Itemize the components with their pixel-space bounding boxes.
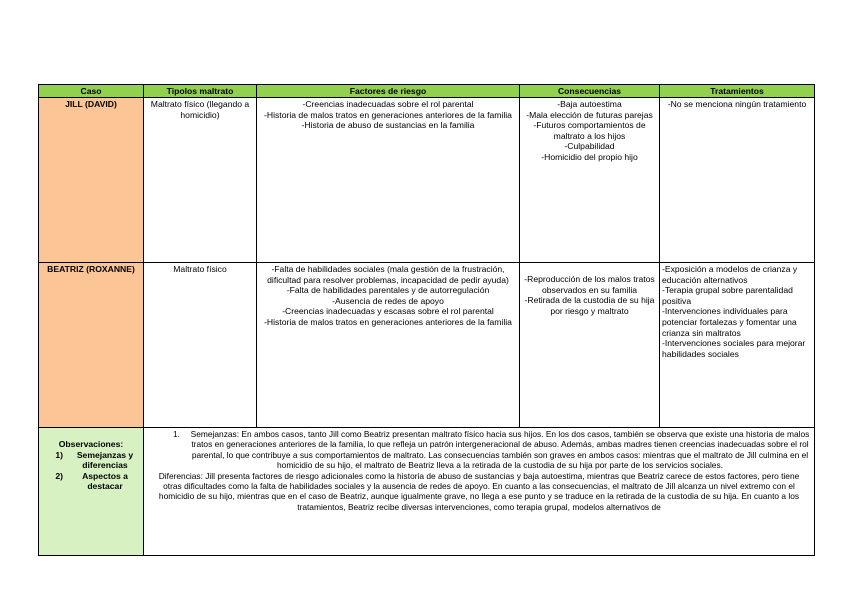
consecuencia-item: -Culpabilidad	[564, 141, 615, 152]
tipo-maltrato-beatriz: Maltrato físico	[144, 263, 257, 428]
header-row	[39, 85, 815, 98]
case-row-beatriz	[39, 263, 815, 428]
factor-item: -Falta de habilidades sociales (mala gestión de la frustración, dificultad para resolver problemas, incapacidad de pedir ayuda)	[267, 264, 509, 285]
diferencias-paragraph: Diferencias: Jill presenta factores de riesgo adicionales como la historia de abuso de sustancias y baja autoestima, mientras que Beatriz carece de estos factores, pero tiene otras dificultades como la falta de habilidades sociales y la ausencia de redes de apoyo. En cuanto a las consecuencias, el maltrato de Jill alcanza un nivel extremo con el homicidio de su hijo, mientras que en el caso de Beatriz, aunque igualmente grave, no llega a ese punto y se traduce en la retirada de la custodia de su hija. En cuanto a los tratamientos, Beatriz recibe diversas intervenciones, como terapia grupal, modelos alternativos de	[158, 470, 800, 512]
consecuencia-item: -Retirada de la custodia de su hija por riesgo y maltrato	[524, 295, 655, 316]
header-caso: Caso	[39, 85, 144, 98]
observaciones-body	[144, 428, 815, 556]
factor-item: -Historia de malos tratos en generaciones anteriores de la familia	[264, 109, 512, 120]
tratamiento-item: -Exposición a modelos de crianza y educación alternativos	[662, 264, 798, 285]
tratamiento-item: -Terapia grupal sobre parentalidad positiva	[662, 285, 793, 306]
case-name-beatriz: BEATRIZ (ROXANNE)	[39, 263, 144, 428]
header-tratamientos: Tratamientos	[660, 85, 815, 98]
case-name-jill: JILL (DAVID)	[39, 98, 144, 263]
consecuencia-item: -Futuros comportamientos de maltrato a los hijos	[533, 120, 646, 141]
tratamiento-item: -No se menciona ningún tratamiento	[667, 99, 807, 109]
tipo-maltrato-jill: Maltrato físico (llegando a homicidio)	[144, 98, 257, 263]
header-factores-riesgo: Factores de riesgo	[257, 85, 520, 98]
consecuencia-item: -Homicidio del propio hijo	[541, 151, 638, 162]
list-text: Semejanzas y diferencias	[76, 449, 134, 471]
factor-item: -Creencias inadecuadas y escasas sobre el rol parental	[282, 306, 494, 317]
list-text: Aspectos a destacar	[82, 470, 128, 492]
semejanzas-text: Semejanzas: En ambos casos, tanto Jill como Beatriz presentan maltrato físico hacia sus hijos. En los dos casos, también se observa que existe una historia de malos tratos en generaciones anteriores de la familia, lo que refleja un patrón intergeneracional de abuso. Además, ambas madres tienen creencias inadecuadas sobre el rol parental, lo que contribuye a sus comportamientos de maltrato. Las consecuencias también son graves en ambos casos: mientras que el maltrato de Jill culmina en el homicidio de su hijo, el maltrato de Beatriz lleva a la retirada de la custodia de su hija por parte de los servicios sociales.	[190, 429, 810, 471]
observaciones-title: Observaciones:	[58, 439, 124, 449]
tratamientos-beatriz	[660, 263, 815, 428]
factor-item: -Ausencia de redes de apoyo	[332, 295, 444, 306]
semejanzas-paragraph	[146, 429, 812, 471]
tratamiento-item: -Intervenciones sociales para mejorar habilidades sociales	[662, 338, 806, 359]
factores-beatriz	[257, 263, 520, 428]
tratamientos-jill	[660, 98, 815, 263]
factor-item: -Historia de abuso de sustancias en la familia	[301, 120, 475, 131]
factor-item: -Creencias inadecuadas sobre el rol parental	[302, 99, 474, 109]
semejanzas-number: 1.	[173, 429, 180, 439]
observaciones-row	[39, 428, 815, 556]
consecuencia-item: -Baja autoestima	[557, 99, 622, 109]
factores-jill	[257, 98, 520, 263]
observaciones-list-item	[41, 471, 141, 492]
header-consecuencias: Consecuencias	[520, 85, 660, 98]
list-number: 2)	[55, 470, 63, 481]
consecuencias-beatriz	[520, 263, 660, 428]
header-tipo-maltrato: Tipolos maltrato	[144, 85, 257, 98]
case-comparison-table	[38, 84, 815, 556]
observaciones-list	[41, 450, 141, 492]
factor-item: -Historia de malos tratos en generaciones anteriores de la familia	[264, 316, 512, 327]
case-row-jill	[39, 98, 815, 263]
consecuencias-jill	[520, 98, 660, 263]
observaciones-list-item	[41, 450, 141, 471]
factor-item: -Falta de habilidades parentales y de autorregulación	[286, 285, 490, 296]
consecuencia-item: -Reproducción de los malos tratos observados en su familia	[524, 274, 655, 295]
list-number: 1)	[55, 449, 63, 460]
consecuencia-item: -Mala elección de futuras parejas	[526, 109, 653, 120]
observaciones-label-cell	[39, 428, 144, 556]
tratamiento-item: -Intervenciones individuales para potenciar fortalezas y fomentar una crianza sin maltratos	[662, 306, 797, 338]
